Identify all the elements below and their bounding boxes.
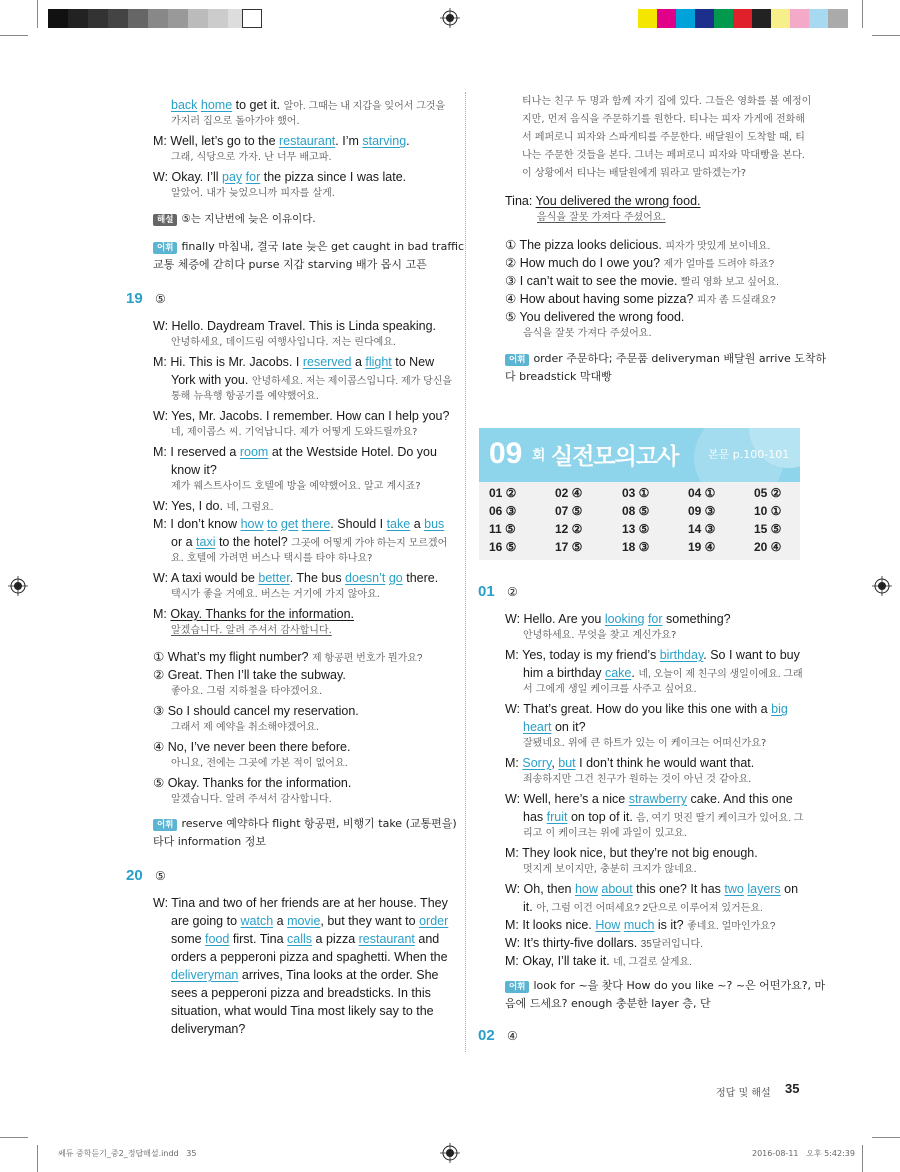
dialogue-line: it. 아, 그럼 이건 어떠세요? 2단으로 이루어져 있거든요. <box>523 900 763 914</box>
vocab-tag: 어휘 <box>505 981 529 993</box>
dialogue-line: deliveryman arrives, Tina looks at the order. She <box>171 968 439 982</box>
swatch <box>809 9 828 28</box>
swatch <box>228 9 242 28</box>
banner-page-ref: 본문 p.100-101 <box>708 448 790 461</box>
answer-cell: 16 ⑤ <box>489 540 517 554</box>
answer-cell: 20 ④ <box>754 540 782 554</box>
dialogue-line: him a birthday cake. 네, 오늘이 제 친구의 생일이에요. 그래 <box>523 666 803 680</box>
dialogue-line: back home to get it. 알아. 그때는 내 지갑을 잊어서 그것을 <box>171 98 446 112</box>
swatch <box>148 9 168 28</box>
answer-cell: 13 ⑤ <box>622 522 650 536</box>
vocab-tag: 어휘 <box>153 819 177 831</box>
vocab-block <box>153 238 465 274</box>
dialogue-line: W: Well, here’s a nice strawberry cake. And this one <box>505 792 793 806</box>
slug-date: 2016-08-11 오후 5:42:39 <box>752 1149 855 1158</box>
dialogue-line: W: It’s thirty-five dollars. 35달러입니다. <box>505 936 703 950</box>
dialogue-line: has fruit on top of it. 음, 여기 멋진 딸기 케이크가 있어요. 그 <box>523 810 804 824</box>
answer-cell: 19 ④ <box>688 540 716 554</box>
dialogue-line: situation, what would Tina most likely say to the <box>171 1004 434 1018</box>
translation: 알겠습니다. 알려 주셔서 감사합니다. <box>171 794 332 805</box>
translation: 멋지게 보이지만, 충분히 크지가 않네요. <box>523 864 697 875</box>
column-divider <box>465 92 466 1052</box>
swatch <box>242 9 262 28</box>
translation: 리고 이 케이크는 위에 과일이 있고요. <box>523 828 687 839</box>
swatch <box>733 9 752 28</box>
option: ② How much do I owe you? 제가 얼마를 드려야 하죠? <box>505 256 775 270</box>
swatch <box>828 9 848 28</box>
dialogue-line: M: Hi. This is Mr. Jacobs. I reserved a flight to New <box>153 355 435 369</box>
question-number: 20 <box>126 867 143 884</box>
dialogue-line: W: Yes, Mr. Jacobs. I remember. How can I help you? <box>153 409 450 423</box>
answer-cell: 10 ① <box>754 504 782 518</box>
vocab-line: 다 breadstick 막대빵 <box>505 370 612 383</box>
crop-mark <box>872 35 900 36</box>
dialogue-line: W: That’s great. How do you like this one with a big <box>505 702 788 716</box>
dialogue-line: Tina: You delivered the wrong food. <box>505 194 701 208</box>
vocab-line: 음에 드세요? enough 충분한 layer 층, 단 <box>505 997 711 1010</box>
option: ① The pizza looks delicious. 피자가 맛있게 보이네요. <box>505 238 771 252</box>
crop-mark <box>0 35 28 36</box>
answer-cell: 11 ⑤ <box>489 522 516 536</box>
question-number: 02 <box>478 1027 495 1044</box>
vocab-line: 타다 information 정보 <box>153 835 266 848</box>
swatch <box>108 9 128 28</box>
answer-cell: 03 ① <box>622 486 650 500</box>
translation: 좋아요. 그럼 지하철을 타야겠어요. <box>171 686 323 697</box>
translation: 안녕하세요, 데이드림 여행사입니다. 저는 린다예요. <box>171 337 397 348</box>
banner-number: 09 <box>489 437 523 470</box>
dialogue-line: some food first. Tina calls a pizza restaurant and <box>171 932 440 946</box>
answer-cell: 07 ⑤ <box>555 504 583 518</box>
translation: 안녕하세요. 무엇을 찾고 계신가요? <box>523 630 677 641</box>
swatch <box>128 9 148 28</box>
answer-cell: 01 ② <box>489 486 517 500</box>
answer-cell: 09 ③ <box>688 504 716 518</box>
swatch <box>676 9 695 28</box>
translation: 잘됐네요. 위에 큰 하트가 있는 이 케이크는 어떠신가요? <box>523 738 767 749</box>
swatch <box>88 9 108 28</box>
answer-cell: 02 ④ <box>555 486 583 500</box>
dialogue-line: orders a pepperoni pizza and spaghetti. When the <box>171 950 448 964</box>
dialogue-line: heart on it? <box>523 720 586 734</box>
translation: 아니요, 전에는 그곳에 가본 적이 없어요. <box>171 758 348 769</box>
explanation: 해설 ⑤는 지난번에 늦은 이유이다. <box>153 210 453 230</box>
dialogue-line: deliveryman? <box>171 1022 246 1036</box>
translation: 티나는 친구 두 명과 함께 자기 집에 있다. 그들은 영화를 볼 예정이 <box>522 96 812 107</box>
dialogue-line: M: They look nice, but they’re not big enough. <box>505 846 758 860</box>
page-number: 35 <box>785 1081 800 1096</box>
translation: 가지러 집으로 돌아가야 했어. <box>171 116 300 127</box>
answer-cell: 12 ② <box>555 522 583 536</box>
answer-cell: 05 ② <box>754 486 782 500</box>
registration-target-icon <box>440 8 460 28</box>
explanation-tag: 해설 <box>153 214 177 226</box>
test-banner <box>479 428 800 482</box>
translation: 이 상황에서 티나는 배달원에게 뭐라고 말하겠는가? <box>522 168 747 179</box>
vocab-block <box>505 977 826 1013</box>
crop-mark <box>0 1137 28 1138</box>
translation: 서 페퍼로니 피자와 스파게티를 주문한다. 배달원이 도착할 때, 티 <box>522 132 805 143</box>
vocab-line: 어휘 finally 마침내, 결국 late 늦은 get caught in bad traffic <box>153 238 453 256</box>
dialogue-line: M: Well, let’s go to the restaurant. I’m starving. <box>153 134 410 148</box>
translation: 제가 웨스트사이드 호텔에 방을 예약했어요. 알고 계시죠? <box>171 481 421 492</box>
translation: 네, 제이콥스 씨. 기억납니다. 제가 어떻게 도와드릴까요? <box>171 427 418 438</box>
q20-translation <box>522 94 812 184</box>
dialogue-line: M: I reserved a room at the Westside Hotel. Do you <box>153 445 437 459</box>
dialogue-line: W: Tina and two of her friends are at her house. They <box>153 896 448 910</box>
crop-mark <box>862 0 863 28</box>
translation: 요. 호텔에 가려면 버스나 택시를 타야 하나요? <box>171 553 373 564</box>
dialogue-line: M: I don’t know how to get there. Should I take a bus <box>153 517 445 531</box>
banner-hoe: 회 <box>532 448 546 464</box>
swatch <box>48 9 68 28</box>
footer-label: 정답 및 해설 <box>716 1088 771 1099</box>
question-answer: ④ <box>507 1029 518 1043</box>
swatch <box>790 9 809 28</box>
swatch <box>657 9 676 28</box>
q20-script <box>153 894 453 1038</box>
dialogue-line: M: It looks nice. How much is it? 좋네요. 얼마인가요? <box>505 918 776 932</box>
slug-file: 쎄듀 중학듣기_중2_정답해설.indd 35 <box>58 1149 197 1158</box>
crop-mark <box>872 1137 900 1138</box>
option: ④ How about having some pizza? 피자 좀 드실래요? <box>505 292 776 306</box>
dialogue-line: or a taxi to the hotel? 그곳에 어떻게 가야 하는지 모르겠어 <box>171 535 448 549</box>
dialogue-line: M: Yes, today is my friend’s birthday. So I want to buy <box>505 648 800 662</box>
question-answer: ⑤ <box>155 292 166 306</box>
option: ② Great. Then I’ll take the subway. <box>153 668 346 682</box>
question-number: 01 <box>478 583 495 600</box>
swatch <box>68 9 88 28</box>
question-number: 19 <box>126 290 143 307</box>
left-top-block <box>153 96 453 230</box>
option: ① What’s my flight number? 제 항공편 번호가 뭔가요? <box>153 650 423 664</box>
dialogue-line: W: Okay. I’ll pay for the pizza since I was late. <box>153 170 407 184</box>
crop-mark <box>862 1145 863 1172</box>
vocab-line: 교통 체증에 갇히다 purse 지갑 starving 배가 몹시 고픈 <box>153 258 427 271</box>
dialogue-line: sees a pepperoni pizza and breadsticks. In this <box>171 986 431 1000</box>
answer-cell: 08 ⑤ <box>622 504 650 518</box>
answer-cell: 14 ③ <box>688 522 716 536</box>
option: ⑤ You delivered the wrong food. <box>505 310 685 324</box>
dialogue-line: M: Sorry, but I don’t think he would want that. <box>505 756 755 770</box>
translation: 택시가 좋을 거예요. 버스는 거기에 가지 않아요. <box>171 589 380 600</box>
dialogue-line: are going to watch a movie, but they want to order <box>171 914 449 928</box>
registration-target-icon <box>872 576 892 596</box>
vocab-line: 어휘 look for ~을 찾다 How do you like ~? ~은 어떤가요?, 마 <box>505 977 805 995</box>
answer-cell: 17 ⑤ <box>555 540 583 554</box>
translation: 서 그에게 생일 케이크를 사주고 싶어요. <box>523 684 697 695</box>
swatch <box>638 9 657 28</box>
q19-dialogue <box>153 317 453 641</box>
translation: 그래, 식당으로 가자. 난 너무 배고파. <box>171 152 332 163</box>
dialogue-line: W: Hello. Daydream Travel. This is Linda speaking. <box>153 319 437 333</box>
translation: 나는 주문한 것들을 본다. 그녀는 페퍼로니 피자와 막대빵을 본다. <box>522 150 805 161</box>
dialogue-line: York with you. 안녕하세요. 저는 제이콥스입니다. 제가 당신을 <box>171 373 453 387</box>
translation: 통해 뉴욕행 항공기를 예약했어요. <box>171 391 319 402</box>
dialogue-line: M: Okay, I’ll take it. 네, 그걸로 살게요. <box>505 954 692 968</box>
question-answer: ⑤ <box>155 869 166 883</box>
dialogue-line: W: Yes, I do. 네, 그럼요. <box>153 499 274 513</box>
translation: 그래서 제 예약을 취소해야겠어요. <box>171 722 319 733</box>
vocab-tag: 어휘 <box>153 242 177 254</box>
vocab-line: 어휘 reserve 예약하다 flight 항공편, 비행기 take (교통편을) <box>153 815 453 833</box>
q01-dialogue <box>505 610 805 970</box>
dialogue-line: W: Oh, then how about this one? It has two layers on <box>505 882 799 896</box>
dialogue-line: W: Hello. Are you looking for something? <box>505 612 731 626</box>
answer-grid <box>479 482 800 560</box>
vocab-block <box>153 815 457 851</box>
translation: 음식을 잘못 가져다 주셨어요. <box>523 328 652 339</box>
q19-options <box>153 648 453 810</box>
answer-cell: 15 ⑤ <box>754 522 782 536</box>
swatch <box>188 9 208 28</box>
swatch <box>208 9 228 28</box>
q20-answer-line <box>505 192 805 228</box>
dialogue-line: know it? <box>171 463 217 477</box>
swatch <box>714 9 733 28</box>
swatch <box>695 9 714 28</box>
translation: 알았어. 내가 늦었으니까 피자를 살게. <box>171 188 335 199</box>
translation: 음식을 잘못 가져다 주셨어요. <box>537 212 666 223</box>
translation: 알겠습니다. 알려 주셔서 감사합니다. <box>171 625 332 636</box>
option: ③ I can’t wait to see the movie. 빨리 영화 보고 싶어요. <box>505 274 779 288</box>
answer-cell: 18 ③ <box>622 540 650 554</box>
vocab-block <box>505 350 827 386</box>
answer-cell: 06 ③ <box>489 504 517 518</box>
registration-target-icon <box>440 1143 460 1163</box>
question-answer: ② <box>507 585 518 599</box>
option: ⑤ Okay. Thanks for the information. <box>153 776 352 790</box>
vocab-tag: 어휘 <box>505 354 529 366</box>
translation: 죄송하지만 그건 친구가 원하는 것이 아닌 것 같아요. <box>523 774 752 785</box>
answer-cell: 04 ① <box>688 486 716 500</box>
translation: 지만, 먼저 음식을 주문하기를 원한다. 티나는 피자 가게에 전화해 <box>522 114 805 125</box>
option: ③ So I should cancel my reservation. <box>153 704 359 718</box>
swatch <box>752 9 771 28</box>
banner-title: 실전모의고사 <box>551 444 679 470</box>
crop-mark <box>37 1145 38 1172</box>
registration-target-icon <box>8 576 28 596</box>
crop-mark <box>37 0 38 28</box>
q20-options <box>505 236 805 344</box>
swatch <box>168 9 188 28</box>
vocab-line: 어휘 order 주문하다; 주문품 deliveryman 배달원 arrive 도착하 <box>505 350 805 368</box>
swatch <box>771 9 790 28</box>
dialogue-line: W: A taxi would be better. The bus doesn’t go there. <box>153 571 439 585</box>
dialogue-line: M: Okay. Thanks for the information. <box>153 607 355 621</box>
option: ④ No, I’ve never been there before. <box>153 740 351 754</box>
